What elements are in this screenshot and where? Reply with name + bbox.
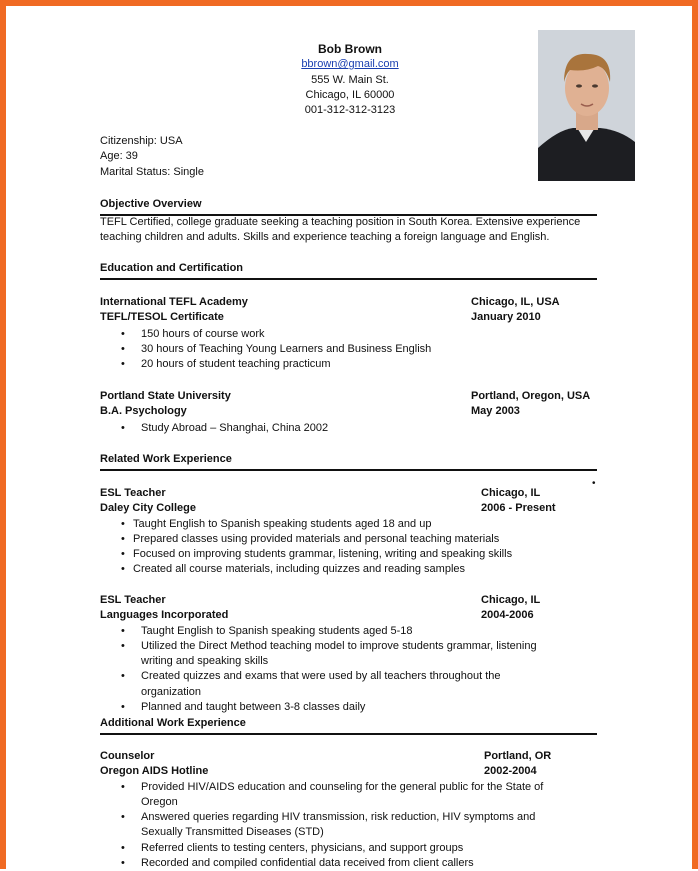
entry-date: 2006 - Present — [481, 502, 556, 515]
list-item: • 20 hours of student teaching practicum — [100, 357, 597, 372]
entry-location: Chicago, IL, USA — [471, 296, 560, 308]
entry-role: B.A. Psychology — [100, 405, 187, 418]
list-item: • Referred clients to testing centers, physicians, and support groups — [100, 841, 570, 856]
entry-location: Chicago, IL — [481, 487, 541, 499]
list-item: • Provided HIV/AIDS education and counseling for the general public for the State of Oregon — [100, 780, 570, 811]
personal-info — [100, 134, 204, 180]
education-entry — [100, 295, 597, 372]
work-entry — [100, 593, 597, 715]
additional-entry — [100, 749, 597, 871]
entry-org: Daley City College — [100, 502, 196, 515]
list-item: • Utilized the Direct Method teaching model to improve students grammar, listening writing and speaking skills — [100, 639, 560, 670]
list-item: • Recorded and compiled confidential data received from client callers — [100, 856, 570, 871]
phone-line: 001-312-312-3123 — [304, 104, 396, 117]
entry-date: January 2010 — [471, 311, 541, 324]
entry-location: Portland, Oregon, USA — [471, 390, 591, 402]
list-item: • Created quizzes and exams that were used by all teachers throughout the organization — [100, 669, 560, 700]
entry-role: Counselor — [100, 750, 155, 762]
profile-photo — [538, 30, 635, 181]
entry-date: 2002-2004 — [484, 765, 537, 778]
entry-date: 2004-2006 — [481, 609, 534, 622]
stray-dot: • — [592, 478, 596, 489]
education-heading: Education and Certification — [100, 261, 597, 280]
entry-org: Oregon AIDS Hotline — [100, 765, 209, 778]
list-item: • Prepared classes using provided materials and personal teaching materials — [100, 532, 597, 547]
list-item: • Created all course materials, including quizzes and reading samples — [100, 562, 597, 577]
entry-location: Portland, OR — [484, 750, 552, 762]
work-entry — [100, 486, 597, 578]
list-item: • Taught English to Spanish speaking students aged 5-18 — [100, 624, 560, 639]
marital-status: Marital Status: Single — [100, 165, 204, 178]
education-entry — [100, 389, 597, 436]
entry-role: ESL Teacher — [100, 487, 166, 499]
entry-date: May 2003 — [471, 405, 520, 418]
age: Age: 39 — [100, 150, 138, 163]
list-item: • 150 hours of course work — [100, 327, 597, 342]
address-line: 555 W. Main St. — [311, 73, 389, 86]
additional-heading: Additional Work Experience — [100, 716, 597, 735]
objective-heading: Objective Overview — [100, 197, 597, 216]
entry-org: Languages Incorporated — [100, 609, 229, 622]
entry-role: TEFL/TESOL Certificate — [100, 311, 224, 324]
entry-location: Chicago, IL — [481, 594, 541, 606]
objective-text: TEFL Certified, college graduate seeking a teaching position in South Korea. Extensive experience teaching children and adults. Skills and experience teaching a foreign language and English. — [100, 216, 581, 244]
list-item: • Study Abroad – Shanghai, China 2002 — [100, 421, 597, 436]
entry-role: ESL Teacher — [100, 594, 166, 606]
contact-header — [250, 42, 450, 118]
list-item: • Taught English to Spanish speaking students aged 18 and up — [100, 517, 597, 532]
list-item: • Planned and taught between 3-8 classes daily — [100, 700, 560, 715]
citizenship: Citizenship: USA — [100, 135, 183, 147]
entry-org: International TEFL Academy — [100, 296, 248, 308]
email-link[interactable]: bbrown@gmail.com — [301, 58, 399, 71]
list-item: • 30 hours of Teaching Young Learners and Business English — [100, 342, 597, 357]
work-heading: Related Work Experience — [100, 452, 597, 471]
list-item: • Answered queries regarding HIV transmission, risk reduction, HIV symptoms and Sexually Transmitted Diseases (STD) — [100, 810, 570, 841]
candidate-name: Bob Brown — [318, 42, 382, 56]
list-item: • Focused on improving students grammar, listening, writing and speaking skills — [100, 547, 597, 562]
city-line: Chicago, IL 60000 — [305, 88, 395, 101]
entry-org: Portland State University — [100, 390, 231, 402]
